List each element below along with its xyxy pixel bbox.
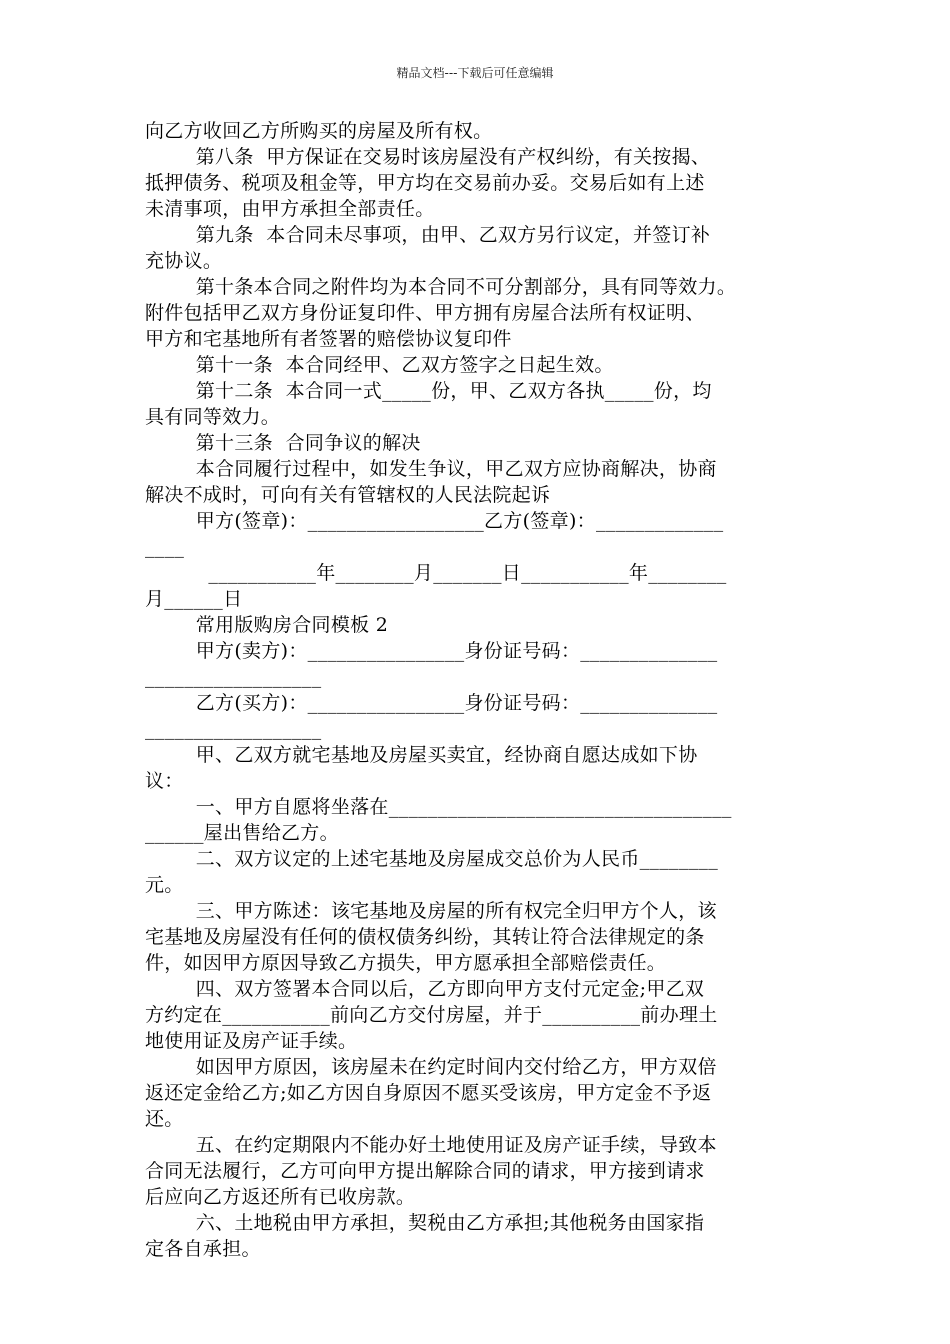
text-line: 第八条 甲方保证在交易时该房屋没有产权纠纷，有关按揭、: [145, 146, 711, 168]
buyer-line: 乙方(买方)：________________身份证号码：______________: [145, 692, 718, 714]
text-line: 件，如因甲方原因导致乙方损失，甲方愿承担全部赔偿责任。: [145, 952, 667, 974]
text-line: 第十二条 本合同一式_____份，甲、乙双方各执_____份，均: [145, 380, 712, 402]
text-line: 充协议。: [145, 250, 223, 272]
text-line: 第十条本合同之附件均为本合同不可分割部分，具有同等效力。: [145, 276, 737, 298]
text-line: 还。: [145, 1108, 184, 1130]
text-line: 四、双方签署本合同以后，乙方即向甲方支付元定金;甲乙双: [145, 978, 705, 1000]
text-line: 向乙方收回乙方所购买的房屋及所有权。: [145, 120, 493, 142]
text-line: 二、双方议定的上述宅基地及房屋成交总价为人民币________: [145, 848, 719, 870]
text-line: 后应向乙方返还所有已收房款。: [145, 1186, 416, 1208]
text-line: 未清事项，由甲方承担全部责任。: [145, 198, 435, 220]
text-line: 五、在约定期限内不能办好土地使用证及房产证手续，导致本: [145, 1134, 717, 1156]
page-header: 精品文档---下载后可任意编辑: [396, 66, 554, 80]
text-line: 宅基地及房屋没有任何的债权债务纠纷，其转让符合法律规定的条: [145, 926, 705, 948]
text-line: 地使用证及房产证手续。: [145, 1030, 358, 1052]
seller-line: 甲方(卖方)：________________身份证号码：______________: [145, 640, 718, 662]
date-line: ___________年________月_______日___________年________: [145, 562, 727, 584]
text-line: 第十三条 合同争议的解决: [145, 432, 421, 454]
text-line: 议：: [145, 770, 184, 792]
text-line: 解决不成时，可向有关有管辖权的人民法院起诉: [145, 484, 551, 506]
text-line: 甲、乙双方就宅基地及房屋买卖宜，经协商自愿达成如下协: [145, 744, 698, 766]
text-line: 三、甲方陈述：该宅基地及房屋的所有权完全归甲方个人，该: [145, 900, 717, 922]
text-line: 合同无法履行，乙方可向甲方提出解除合同的请求，甲方接到请求: [145, 1160, 705, 1182]
document-body: [145, 118, 813, 1262]
text-line: 返还定金给乙方;如乙方因自身原因不愿买受该房，甲方定金不予返: [145, 1082, 712, 1104]
buyer-line: __________________: [145, 718, 322, 740]
text-line: 具有同等效力。: [145, 406, 281, 428]
text-line: ______屋出售给乙方。: [145, 822, 339, 844]
text-line: 第九条 本合同未尽事项，由甲、乙双方另行议定，并签订补: [145, 224, 711, 246]
text-line: 如因甲方原因，该房屋未在约定时间内交付给乙方，甲方双倍: [145, 1056, 717, 1078]
text-line: 抵押债务、税项及租金等，甲方均在交易前办妥。交易后如有上述: [145, 172, 705, 194]
text-line: 一、甲方自愿将坐落在___________________________________: [145, 796, 732, 818]
text-line: 定各自承担。: [145, 1238, 261, 1260]
text-line: 附件包括甲乙双方身份证复印件、甲方拥有房屋合法所有权证明、: [145, 302, 705, 324]
text-line: 六、土地税由甲方承担，契税由乙方承担;其他税务由国家指: [145, 1212, 705, 1234]
text-line: 方约定在___________前向乙方交付房屋，并于__________前办理土: [145, 1004, 718, 1026]
date-line: 月______日: [145, 588, 243, 610]
signature-line: ____: [145, 536, 185, 558]
text-line: 元。: [145, 874, 184, 896]
section-title: 常用版购房合同模板 2: [145, 614, 389, 636]
text-line: 第十一条 本合同经甲、乙双方签字之日起生效。: [145, 354, 614, 376]
text-line: 本合同履行过程中，如发生争议，甲乙双方应协商解决，协商: [145, 458, 717, 480]
signature-line: 甲方(签章)：__________________乙方(签章)：_____________: [145, 510, 724, 532]
text-line: 甲方和宅基地所有者签署的赔偿协议复印件: [145, 328, 512, 350]
seller-line: __________________: [145, 666, 322, 688]
